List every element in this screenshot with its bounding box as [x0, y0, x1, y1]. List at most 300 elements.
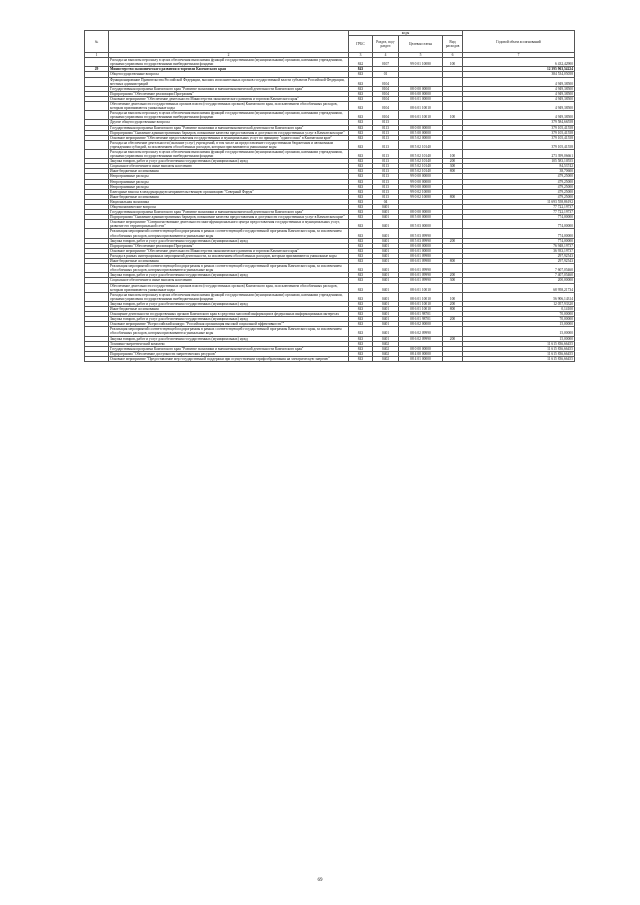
header-index: 6 [443, 53, 463, 58]
row-target: 08 5 03 00000 [399, 220, 443, 229]
row-amount: 297,92543 [463, 259, 575, 264]
row-grbs: 843 [349, 238, 373, 243]
row-grbs: 843 [349, 215, 373, 220]
row-grbs: 843 [349, 264, 373, 273]
row-grbs: 843 [349, 67, 373, 72]
row-target: 08 0 00 00000 [399, 210, 443, 215]
row-name: Закупка товаров, работ и услуг для обеспечения государственных (муниципальных) нужд [109, 301, 349, 306]
row-grbs: 843 [349, 243, 373, 248]
table-row [85, 327, 575, 336]
row-grbs: 843 [349, 351, 373, 356]
header-razdel: Раздел, под-раздел [373, 36, 399, 53]
row-amount: 77 722,19737 [463, 205, 575, 210]
row-amount: 70,00000 [463, 312, 575, 317]
row-name: Закупка товаров, работ и услуг для обеспечения государственных (муниципальных) нужд [109, 336, 349, 341]
row-target: 08 6 01 09980 [399, 259, 443, 264]
row-target: 08 4 01 00000 [399, 356, 443, 361]
row-razdel: 0401 [373, 248, 399, 253]
row-amount: 38,70600 [463, 169, 575, 174]
row-name: Подпрограмма "Снижение административных барьеров, повышение качества предоставления и доступности государственных услуг в Камчатском крае" [109, 130, 349, 135]
row-expense-type: 200 [443, 273, 463, 278]
row-expense-type [443, 264, 463, 273]
row-target: 08 6 00 00000 [399, 243, 443, 248]
row-amount: 11 693 558,86192 [463, 199, 575, 204]
row-amount: 76 948,19737 [463, 243, 575, 248]
row-name: Закупка товаров, работ и услуг для обеспечения государственных (муниципальных) нужд [109, 238, 349, 243]
row-name: Расходы на выплаты персоналу в целях обеспечения выполнения функций государственными (муниципальными) органами, казенными учреждениями, органами управления государственными внебюджетными фондами [109, 149, 349, 158]
header-index: 3 [349, 53, 373, 58]
row-razdel: 0401 [373, 220, 399, 229]
row-razdel: 0113 [373, 159, 399, 164]
row-name: Общеэкономические вопросы [109, 205, 349, 210]
row-num [85, 229, 109, 238]
row-grbs: 843 [349, 205, 373, 210]
table-row [85, 283, 575, 292]
row-razdel: 0402 [373, 356, 399, 361]
row-grbs: 843 [349, 169, 373, 174]
row-name: Реализация мероприятий соответствующей подпрограммы в рамках соответствующей государственной программы Камчатского края, за исключением обособленных расходов, которым присваиваются уникальные коды [109, 229, 349, 238]
row-razdel: 0104 [373, 86, 399, 91]
row-amount: 479,25000 [463, 179, 575, 184]
row-grbs: 843 [349, 283, 373, 292]
row-target: 99 0 00 00000 [399, 184, 443, 189]
row-grbs: 843 [349, 199, 373, 204]
row-amount: 479,25000 [463, 174, 575, 179]
row-num [85, 356, 109, 361]
row-num [85, 58, 109, 67]
row-target: 08 0 00 00000 [399, 346, 443, 351]
row-name: Государственная программа Камчатского края "Развитие экономики и внешнеэкономической деятельности Камчатского края" [109, 346, 349, 351]
row-target: 08 6 01 10010 [399, 102, 443, 111]
row-expense-type: 200 [443, 159, 463, 164]
row-amount: 479,25000 [463, 189, 575, 194]
row-grbs: 843 [349, 189, 373, 194]
header-sum: Годовой объем ассигнований [463, 31, 575, 53]
row-target: 99 0 00 00000 [399, 179, 443, 184]
row-razdel: 0113 [373, 184, 399, 189]
row-razdel: 0104 [373, 102, 399, 111]
row-grbs: 843 [349, 229, 373, 238]
header-name [109, 31, 349, 53]
row-name: Иные бюджетные ассигнования [109, 169, 349, 174]
row-razdel: 0113 [373, 169, 399, 174]
row-grbs: 843 [349, 174, 373, 179]
row-num [85, 264, 109, 273]
row-razdel: 0113 [373, 125, 399, 130]
row-target: 08 6 01 09990 [399, 273, 443, 278]
row-name: Основное мероприятие "Всероссийский конкурс "Российская организация высокой социальной эффективности"" [109, 322, 349, 327]
row-amount: 774,00000 [463, 220, 575, 229]
row-target: 08 0 00 00000 [399, 125, 443, 130]
row-amount: 774,00000 [463, 229, 575, 238]
row-amount: 774,00000 [463, 215, 575, 220]
row-amount: 11 615 836,66455 [463, 341, 575, 346]
row-expense-type: 300 [443, 164, 463, 169]
row-amount: 70,00000 [463, 317, 575, 322]
row-razdel: 0107 [373, 58, 399, 67]
row-amount: 379 105,41558 [463, 130, 575, 135]
row-target: 08 0 00 00000 [399, 86, 443, 91]
row-razdel: 0401 [373, 229, 399, 238]
row-expense-type: 800 [443, 306, 463, 311]
header-vr: Вид расходов [443, 36, 463, 53]
row-expense-type: 100 [443, 111, 463, 120]
row-razdel: 0401 [373, 215, 399, 220]
row-target: 08 5 00 00000 [399, 215, 443, 220]
row-target: 08 6 01 10010 [399, 306, 443, 311]
table-row [85, 356, 575, 361]
row-name: Оснащение деятельности государственных органов Камчатского края в средствах массовой информации в федеральных информационных интересах [109, 312, 349, 317]
row-target: 99 0 02 10080 [399, 194, 443, 199]
row-razdel: 0113 [373, 120, 399, 125]
row-amount: 4 949,38500 [463, 91, 575, 96]
row-target: 08 5 00 00000 [399, 130, 443, 135]
row-amount: 11 615 836,66455 [463, 346, 575, 351]
row-razdel: 0401 [373, 264, 399, 273]
row-grbs: 843 [349, 120, 373, 125]
row-name: Основное мероприятие "Обеспечение предоставления государственных и муниципальных услуг по принципу "одного окна" в Камчатском крае" [109, 135, 349, 140]
row-target: 08 6 02 09990 [399, 336, 443, 341]
row-razdel: 0113 [373, 189, 399, 194]
row-amount: 7 407,05460 [463, 273, 575, 278]
row-name: Функционирование Правительства Российской Федерации, высших исполнительных органов государственной власти субъектов Российской Федерации, местных администраций [109, 77, 349, 86]
row-grbs: 843 [349, 149, 373, 158]
row-target: 99 0 02 10080 [399, 189, 443, 194]
row-grbs: 843 [349, 102, 373, 111]
row-grbs: 843 [349, 322, 373, 327]
row-name: Подпрограмма "Обеспечение доступности энергетических ресурсов" [109, 351, 349, 356]
row-grbs: 843 [349, 159, 373, 164]
header-grbs: ГРБС [349, 36, 373, 53]
row-target: 08 5 02 10140 [399, 164, 443, 169]
row-expense-type: 800 [443, 259, 463, 264]
row-name: Основное мероприятие "Обеспечение деятельности Министерства экономического развития и торговли Камчатского края" [109, 96, 349, 101]
row-grbs: 843 [349, 179, 373, 184]
row-grbs: 843 [349, 96, 373, 101]
row-razdel: 0401 [373, 336, 399, 341]
row-amount: 4 949,38500 [463, 111, 575, 120]
row-razdel: 0401 [373, 306, 399, 311]
row-target: 08 6 01 09990 [399, 278, 443, 283]
row-razdel: 0401 [373, 301, 399, 306]
row-target: 08 5 02 00000 [399, 135, 443, 140]
row-name: Обеспечение деятельности государственных органов власти (государственных органов) Камчатского края, за исключением обособленных расходов, которым присваиваются уникальные коды [109, 283, 349, 292]
row-amount: 6 432,42900 [463, 58, 575, 67]
row-target: 99 0 01 10080 [399, 58, 443, 67]
row-name: Подпрограмма "Снижение административных барьеров, повышение качества предоставления и доступности государственных услуг в Камчатском крае" [109, 215, 349, 220]
header-codes: коды [349, 31, 463, 36]
row-num [85, 292, 109, 301]
row-grbs: 843 [349, 111, 373, 120]
table-row [85, 220, 575, 229]
row-expense-type [443, 77, 463, 86]
row-amount: 7 607,05460 [463, 264, 575, 273]
row-target: 99 0 00 00000 [399, 174, 443, 179]
row-amount: 68 958,21734 [463, 283, 575, 292]
row-name: Социальное обеспечение и иные выплаты населению [109, 278, 349, 283]
row-amount: 36 933,19737 [463, 248, 575, 253]
row-expense-type [443, 356, 463, 361]
row-amount: 84,53742 [463, 164, 575, 169]
row-grbs: 843 [349, 77, 373, 86]
row-target: 08 6 00 00000 [399, 91, 443, 96]
header-num: № [85, 31, 109, 53]
row-name: Расходы в рамках интеграционных мероприятий деятельности, за исключением обособленных расходов, которым присваиваются уникальные коды [109, 253, 349, 258]
row-target: 08 6 01 09990 [399, 264, 443, 273]
row-target: 08 5 02 10140 [399, 169, 443, 174]
row-target: 08 5 02 10140 [399, 149, 443, 158]
row-razdel: 0401 [373, 322, 399, 327]
row-grbs: 843 [349, 130, 373, 135]
row-expense-type [443, 229, 463, 238]
row-amount: 379 105,41558 [463, 125, 575, 130]
row-expense-type: 100 [443, 149, 463, 158]
row-name: Закупка товаров, работ и услуг для обеспечения государственных (муниципальных) нужд [109, 159, 349, 164]
table-row [85, 229, 575, 238]
row-razdel: 0402 [373, 346, 399, 351]
row-target: 08 6 01 09980 [399, 253, 443, 258]
row-amount: 297,92543 [463, 253, 575, 258]
row-amount: 15,00000 [463, 336, 575, 341]
row-name: Социальное обеспечение и иные выплаты населению [109, 164, 349, 169]
row-grbs: 843 [349, 253, 373, 258]
row-expense-type: 200 [443, 238, 463, 243]
row-name: Основное мероприятие "Обеспечение деятельности Министерства экономического развития и торговли Камчатского края" [109, 248, 349, 253]
row-razdel: 0401 [373, 253, 399, 258]
table-row [85, 149, 575, 158]
row-razdel: 0401 [373, 238, 399, 243]
row-grbs: 843 [349, 184, 373, 189]
row-grbs: 843 [349, 164, 373, 169]
row-amount: 273 399,06661 [463, 149, 575, 158]
row-grbs: 843 [349, 312, 373, 317]
row-grbs: 843 [349, 336, 373, 341]
row-grbs: 843 [349, 356, 373, 361]
row-name: Общегосударственные вопросы [109, 72, 349, 77]
page-number: 69 [317, 878, 323, 883]
row-name: Закупка товаров, работ и услуг для обеспечения государственных (муниципальных) нужд [109, 273, 349, 278]
row-razdel: 0113 [373, 164, 399, 169]
row-grbs: 843 [349, 327, 373, 336]
row-amount: 105 583,10555 [463, 159, 575, 164]
row-name: Иные бюджетные ассигнования [109, 259, 349, 264]
row-name: Иные бюджетные ассигнования [109, 194, 349, 199]
row-grbs: 843 [349, 72, 373, 77]
row-grbs: 842 [349, 58, 373, 67]
row-num [85, 111, 109, 120]
row-grbs: 843 [349, 273, 373, 278]
row-amount: 384 534,05058 [463, 72, 575, 77]
row-grbs: 843 [349, 292, 373, 301]
row-expense-type [443, 140, 463, 149]
row-num [85, 149, 109, 158]
row-razdel: 0401 [373, 283, 399, 292]
row-grbs: 843 [349, 91, 373, 96]
row-name: Непрограммные расходы [109, 179, 349, 184]
row-grbs: 843 [349, 259, 373, 264]
row-grbs: 843 [349, 341, 373, 346]
row-num [85, 102, 109, 111]
row-target: 08 6 02 00000 [399, 322, 443, 327]
row-amount: 15,00000 [463, 322, 575, 327]
row-amount: 479,25000 [463, 194, 575, 199]
table-row [85, 77, 575, 86]
row-amount: 4 949,38500 [463, 102, 575, 111]
row-num [85, 220, 109, 229]
row-razdel: 0401 [373, 292, 399, 301]
row-amount: 11 615 836,66455 [463, 351, 575, 356]
header-index: 7 [463, 53, 575, 58]
row-razdel: 0402 [373, 341, 399, 346]
row-target: 08 5 03 09990 [399, 229, 443, 238]
header-index: 1 [85, 53, 109, 58]
row-expense-type: 200 [443, 317, 463, 322]
row-target: 08 6 01 10010 [399, 292, 443, 301]
row-amount: 56 906,14314 [463, 292, 575, 301]
row-razdel: 0113 [373, 149, 399, 158]
row-expense-type [443, 327, 463, 336]
row-amount: 12 395 963,54224 [463, 67, 575, 72]
row-amount: 11 615 836,66455 [463, 356, 575, 361]
row-expense-type: 100 [443, 58, 463, 67]
row-name: Подпрограмма "Обеспечение реализации Программы" [109, 91, 349, 96]
row-name: Закупка товаров, работ и услуг для обеспечения государственных (муниципальных) нужд [109, 317, 349, 322]
row-grbs: 843 [349, 125, 373, 130]
row-razdel: 0401 [373, 273, 399, 278]
row-grbs: 843 [349, 86, 373, 91]
header-index: 2 [109, 53, 349, 58]
row-amount: 774,00000 [463, 238, 575, 243]
row-target: 08 6 02 09990 [399, 327, 443, 336]
row-amount: 12 057,93320 [463, 301, 575, 306]
row-expense-type: 200 [443, 301, 463, 306]
row-razdel: 0104 [373, 77, 399, 86]
row-name: Реализация мероприятий соответствующей подпрограммы в рамках соответствующей государственной программы Камчатского края, за исключением обособленных расходов, которым присваиваются уникальные коды [109, 264, 349, 273]
row-razdel: 0113 [373, 194, 399, 199]
row-grbs: 843 [349, 135, 373, 140]
row-amount: 379 105,41558 [463, 140, 575, 149]
table-row [85, 111, 575, 120]
row-name: Непрограммные расходы [109, 174, 349, 179]
table-row [85, 140, 575, 149]
row-expense-type: 800 [443, 194, 463, 199]
row-target: 08 6 01 10010 [399, 283, 443, 292]
table-row [85, 292, 575, 301]
row-expense-type [443, 220, 463, 229]
row-name: Основное мероприятие "Совершенствование деятельности многофункционального центра предоставления государственных и муниципальных услуг, развитие его территориальной сети" [109, 220, 349, 229]
row-expense-type: 200 [443, 336, 463, 341]
table-row [85, 58, 575, 67]
row-name: Подпрограмма "Обеспечение реализации Программы" [109, 243, 349, 248]
row-grbs: 843 [349, 140, 373, 149]
row-razdel: 0401 [373, 243, 399, 248]
row-razdel: 0401 [373, 205, 399, 210]
row-grbs: 843 [349, 346, 373, 351]
row-razdel: 0113 [373, 179, 399, 184]
row-razdel: 0104 [373, 111, 399, 120]
row-amount: 4 949,38500 [463, 86, 575, 91]
row-razdel: 0113 [373, 174, 399, 179]
table-row [85, 264, 575, 273]
row-razdel: 0401 [373, 317, 399, 322]
row-target: 08 5 02 10140 [399, 159, 443, 164]
row-num [85, 140, 109, 149]
row-grbs: 843 [349, 317, 373, 322]
row-target: 08 6 01 10010 [399, 301, 443, 306]
row-expense-type: 800 [443, 169, 463, 174]
row-razdel: 0401 [373, 312, 399, 317]
row-amount: 15,00000 [463, 327, 575, 336]
row-grbs: 843 [349, 306, 373, 311]
row-amount: 0,14100 [463, 306, 575, 311]
row-target: 08 6 01 98701 [399, 312, 443, 317]
row-grbs: 843 [349, 194, 373, 199]
row-target: 08 6 01 10010 [399, 111, 443, 120]
row-amount: 77 722,19737 [463, 210, 575, 215]
row-name: Ежегодные взносы в международную неправительственную организацию "Северный Форум" [109, 189, 349, 194]
row-amount: 200,00000 [463, 278, 575, 283]
row-name: Национальная экономика [109, 199, 349, 204]
table-body [85, 58, 575, 362]
row-name: Топливно-энергетический комплекс [109, 341, 349, 346]
row-expense-type: 300 [443, 278, 463, 283]
header-index: 4 [373, 53, 399, 58]
row-target [399, 77, 443, 86]
row-amount: 4 949,38500 [463, 96, 575, 101]
row-name: Реализация мероприятий соответствующей подпрограммы в рамках соответствующей государственной программы Камчатского края, за исключением обособленных расходов, которым присваиваются уникальные коды [109, 327, 349, 336]
table-row [85, 102, 575, 111]
row-grbs: 843 [349, 220, 373, 229]
row-name: Государственная программа Камчатского края "Развитие экономики и внешнеэкономической деятельности Камчатского края" [109, 86, 349, 91]
row-num: 29 [85, 67, 109, 72]
row-num [85, 327, 109, 336]
row-target: 08 6 01 00000 [399, 248, 443, 253]
row-name: Расходы на выплаты персоналу в целях обеспечения выполнения функций государственными (муниципальными) органами, казенными учреждениями, органами управления государственными внебюджетными фондами [109, 111, 349, 120]
row-target: 08 6 01 00000 [399, 96, 443, 101]
row-razdel: 0104 [373, 91, 399, 96]
row-name: Министерство экономического развития и торговли Камчатского края [109, 67, 349, 72]
row-name: Расходы на выплаты персоналу в целях обеспечения выполнения функций государственными (муниципальными) органами, казенными учреждениями, органами управления государственными внебюджетными фондами [109, 292, 349, 301]
row-amount: 379 105,41558 [463, 135, 575, 140]
row-razdel: 0401 [373, 278, 399, 283]
row-num [85, 77, 109, 86]
row-amount: 479,25000 [463, 184, 575, 189]
row-razdel: 01 [373, 72, 399, 77]
row-name: Расходы на обеспечение деятельности (оказание услуг) учреждений, в том числе на предоставление государственным бюджетным и автономным учреждениям субсидий, за исключением обособленных расходов, которым присваиваются уникальные коды [109, 140, 349, 149]
table-header [85, 31, 575, 58]
row-razdel: 0104 [373, 96, 399, 101]
row-grbs: 843 [349, 301, 373, 306]
row-name: Другие общегосударственные вопросы [109, 120, 349, 125]
budget-table [84, 30, 575, 362]
row-expense-type [443, 283, 463, 292]
row-target: 08 4 00 00000 [399, 351, 443, 356]
row-razdel: 04 [373, 199, 399, 204]
row-razdel: 0113 [373, 135, 399, 140]
row-expense-type [443, 102, 463, 111]
row-amount: 379 584,66558 [463, 120, 575, 125]
row-amount: 4 949,38500 [463, 77, 575, 86]
row-razdel: 0113 [373, 130, 399, 135]
row-name: Государственная программа Камчатского края "Развитие экономики и внешнеэкономической деятельности Камчатского края" [109, 125, 349, 130]
row-grbs: 843 [349, 278, 373, 283]
row-grbs: 843 [349, 248, 373, 253]
header-index: 5 [399, 53, 443, 58]
row-target: 08 6 01 98701 [399, 317, 443, 322]
row-name: Государственная программа Камчатского края "Развитие экономики и внешнеэкономической деятельности Камчатского края" [109, 210, 349, 215]
row-expense-type: 100 [443, 292, 463, 301]
row-razdel: 0113 [373, 140, 399, 149]
